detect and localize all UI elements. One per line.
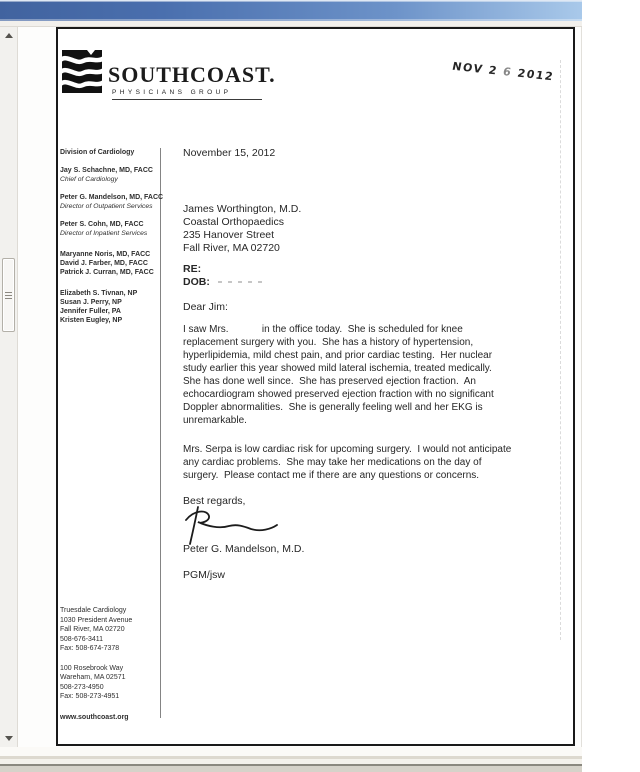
body-line: replacement surgery with you. She has a history of hypertension, — [183, 337, 474, 348]
staff-title: Director of Inpatient Services — [60, 230, 148, 237]
body-line: Doppler abnormalities. She is generally feeling well and her EKG is — [183, 402, 483, 413]
southcoast-logo-icon — [62, 50, 102, 98]
physician-name: David J. Farber, MD, FACC — [60, 260, 148, 267]
practitioner-name: Susan J. Perry, NP — [60, 299, 122, 306]
re-label: RE: — [183, 263, 202, 275]
paragraph-2 — [183, 443, 511, 482]
division-heading: Division of Cardiology — [60, 149, 135, 156]
paragraph-1 — [183, 323, 494, 427]
letterhead-offices-column — [60, 606, 162, 721]
website-url: www.southcoast.org — [60, 713, 129, 721]
logo-wordmark: SOUTHCOAST. — [108, 62, 276, 87]
body-line: any cardiac problems. She may take her medications on the day of — [183, 457, 482, 468]
body-line: echocardiogram showed preserved ejection fraction with no significant — [183, 389, 494, 400]
body-line: She has done well since. She has preserved ejection fraction. An — [183, 376, 476, 387]
letter-body — [183, 147, 575, 581]
office-line: Fall River, MA 02720 — [60, 626, 125, 633]
stamp-month-day: NOV 2 — [450, 59, 500, 78]
physician-name: Patrick J. Curran, MD, FACC — [60, 269, 154, 276]
office-line: 1030 President Avenue — [60, 616, 133, 624]
letterhead-staff-column — [60, 148, 162, 325]
physician-name: Maryanne Noris, MD, FACC — [60, 251, 151, 258]
office-line: 508-676-3411 — [60, 635, 104, 643]
scroll-down-arrow-icon[interactable] — [5, 736, 13, 741]
practitioner-name: Kristen Eugley, NP — [60, 317, 123, 324]
staff-name: Peter S. Cohn, MD, FACC — [60, 221, 144, 228]
dob-line — [183, 276, 264, 289]
body-line: I saw Mrs. in the office today. She is scheduled for knee — [183, 324, 463, 335]
office-line: Fax: 508-273-4951 — [60, 693, 120, 700]
staff-title: Chief of Cardiology — [60, 176, 118, 183]
window-titlebar[interactable] — [0, 0, 582, 21]
letter-date: November 15, 2012 — [183, 147, 276, 159]
closing-phrase: Best regards, — [183, 495, 246, 507]
window-status-area — [0, 747, 582, 772]
stamp-year: 2012 — [516, 66, 556, 84]
staff-name: Jay S. Schachne, MD, FACC — [60, 167, 153, 174]
body-line: surgery. Please contact me if there are any questions or concerns. — [183, 470, 480, 481]
dob-label: DOB: — [183, 276, 210, 288]
typist-initials: PGM/jsw — [183, 569, 225, 581]
re-dob-block — [183, 263, 264, 289]
staff-name: Peter G. Mandelson, MD, FACC — [60, 194, 164, 201]
recipient-line: James Worthington, M.D. — [183, 203, 302, 215]
body-line: study earlier this year showed mild lateral ischemia, treated medically. — [183, 363, 492, 374]
signer-name: Peter G. Mandelson, M.D. — [183, 543, 305, 555]
practitioner-name: Jennifer Fuller, PA — [60, 308, 121, 315]
scrollbar-grip-icon — [5, 292, 12, 300]
vertical-scrollbar[interactable] — [0, 27, 18, 747]
staff-title: Director of Outpatient Services — [60, 203, 153, 210]
office-line: Truesdale Cardiology — [60, 607, 127, 614]
recipient-line: Fall River, MA 02720 — [183, 242, 280, 254]
body-line: hyperlipidemia, mild chest pain, and prior cardiac testing. Her nuclear — [183, 350, 493, 361]
practitioner-name: Elizabeth S. Tivnan, NP — [60, 290, 138, 297]
office-line: Fax: 508-674-7378 — [60, 645, 120, 652]
dob-redaction — [218, 281, 264, 283]
office-line: Wareham, MA 02571 — [60, 674, 126, 681]
body-line: unremarkable. — [183, 415, 247, 426]
recipient-line: Coastal Orthopaedics — [183, 216, 284, 228]
recipient-line: 235 Hanover Street — [183, 229, 275, 241]
salutation: Dear Jim: — [183, 301, 228, 313]
office-line: 100 Rosebrook Way — [60, 664, 124, 672]
body-line: Mrs. Serpa is low cardiac risk for upcoming surgery. I would not anticipate — [183, 444, 512, 455]
office-line: 508-273-4950 — [60, 683, 104, 691]
scrollbar-thumb[interactable] — [2, 258, 15, 332]
stamp-faint-digit: 6 — [501, 65, 514, 79]
logo-subtitle: PHYSICIANS GROUP — [112, 89, 262, 100]
scroll-up-arrow-icon[interactable] — [5, 33, 13, 38]
recipient-address-block — [183, 203, 301, 255]
status-strip — [0, 766, 582, 772]
